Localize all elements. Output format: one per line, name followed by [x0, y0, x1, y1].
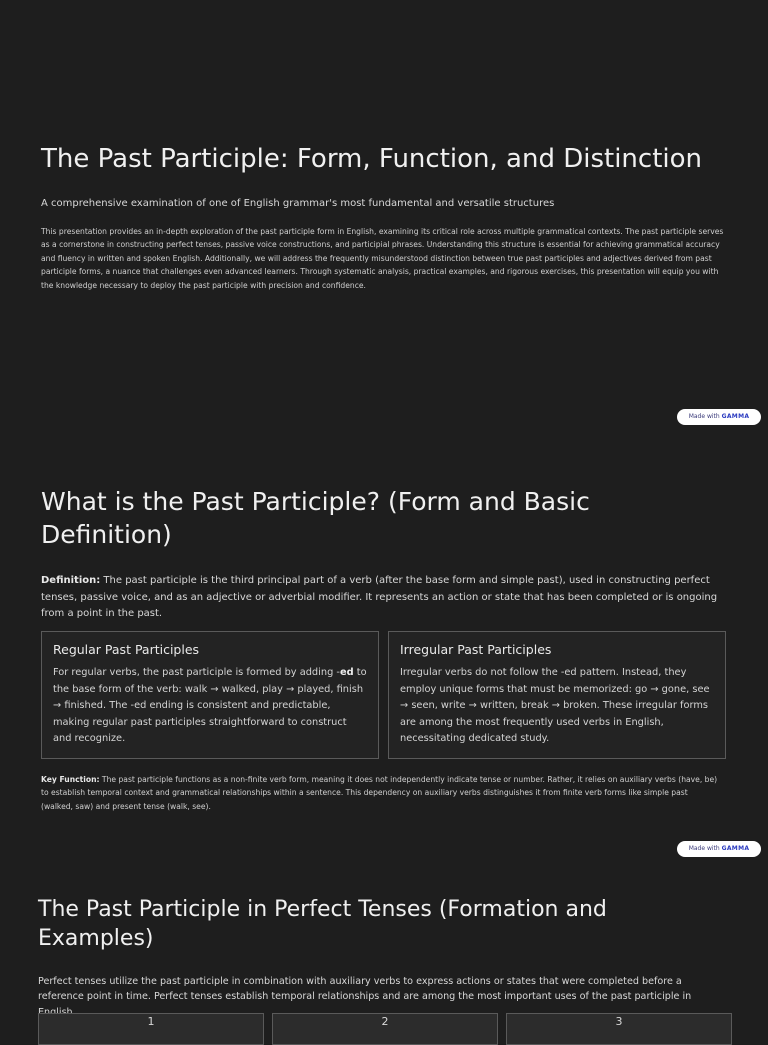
perfect-tenses-paragraph: Perfect tenses utilize the past participle in combination with auxiliary verbs to express actions or states that were completed before a reference point in time. Perfect tenses establish temporal relationships and are among the most important uses of the past participle in — [38, 976, 692, 1003]
card-text-part: For regular verbs, the past participle is formed by adding - — [53, 667, 340, 678]
made-with-gamma-badge[interactable] — [677, 409, 761, 425]
definition-paragraph — [41, 573, 727, 623]
badge-prefix: Made with — [688, 845, 720, 852]
card-text: Irregular verbs do not follow the -ed pattern. Instead, they employ unique forms that must be memorized: go → gone, see → seen, write → written, break → broken. These irregular forms are among the most frequently used verbs in English, necessitating dedicated study. — [400, 667, 710, 745]
tense-card-1: 1 — [38, 1013, 264, 1045]
card-text-bold: ed — [339, 667, 354, 678]
intro-paragraph: This presentation provides an in-depth exploration of the past participle form in English, examining its critical role across multiple grammatical contexts. The past participle serves as a cornerstone in constructing perfect tenses, passive voice constructions, and participial phrases. Understanding this structure is essential for achieving grammatical accuracy and fluency in written and spoken English. Additionally, we will address the frequently misunderstood distinction between true past participles and adjectives derived from past participle forms, a nuance that challenges even advanced learners. Through systematic analysis, practical examples, and rigorous exercises, this presentation will equip you with the knowledge necessary to deploy the past participle with precision and confidence. — [41, 227, 724, 290]
presentation-subtitle: A comprehensive examination of one of English grammar's most fundamental and versatile structures — [41, 198, 555, 209]
card-heading: Irregular Past Participles — [400, 642, 552, 657]
definition-label: Definition: — [41, 575, 101, 586]
slide-heading: The Past Participle in Perfect Tenses (Formation and Examples) — [38, 897, 607, 951]
card-heading: Regular Past Participles — [53, 642, 200, 657]
regular-participles-card — [41, 631, 379, 759]
slide-definition — [0, 432, 768, 864]
slide-perfect-tenses — [0, 864, 768, 1028]
card-text-part: to the base form of the verb: walk → walked, play → played, finish → finished. The -ed ending is consistent and predictable, making regular past participles straightforward to construct and recognize. — [53, 667, 367, 745]
key-function-text: The past participle functions as a non-finite verb form, meaning it does not independently indicate tense or number. Rather, it relies on auxiliary verbs (have, be) to establish temporal context and grammatical relationships within a sentence. This dependency on auxiliary verbs distinguishes it from finite verb forms like simple past (walked, saw) and present tense (walk, see). — [41, 775, 718, 811]
tense-card-2: 2 — [272, 1013, 498, 1045]
slide-title — [0, 0, 768, 432]
definition-text: The past participle is the third principal part of a verb (after the base form and simple past), used in constructing perfect tenses, passive voice, and as an adjective or adverbial modifier. It represents an action or state that has been completed or is ongoing from a point in the past. — [41, 575, 718, 619]
gamma-logo: GAMMA — [721, 413, 750, 420]
presentation-title: The Past Participle: Form, Function, and Distinction — [41, 144, 702, 174]
key-function-paragraph — [41, 773, 721, 813]
made-with-gamma-badge[interactable] — [677, 841, 761, 857]
gamma-logo: GAMMA — [721, 845, 750, 852]
key-function-label: Key Function: — [41, 775, 100, 784]
slide-heading: What is the Past Participle? (Form and Basic Definition) — [41, 487, 590, 549]
badge-prefix: Made with — [688, 413, 720, 420]
irregular-participles-card — [388, 631, 726, 759]
card-text — [53, 665, 367, 748]
tense-card-3: 3 — [506, 1013, 732, 1045]
